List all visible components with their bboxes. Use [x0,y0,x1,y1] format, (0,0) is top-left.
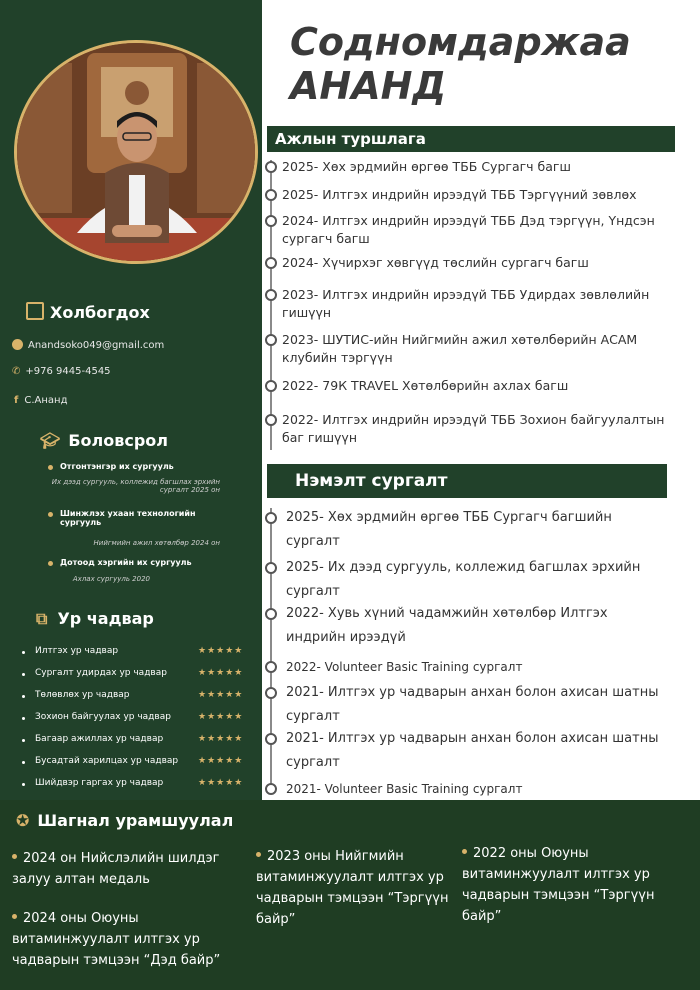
experience-item [270,254,685,272]
bullet-icon [22,761,25,764]
training-text: 2025- Хөх эрдмийн өргөө ТББ Сургагч багшийн сургалт [286,510,612,549]
timeline-dot-icon [265,380,277,392]
dumbbell-icon: ⧉ [36,609,48,628]
experience-item [270,411,685,447]
bullet-icon [462,849,467,854]
facebook-row [14,395,67,406]
training-header [267,464,667,498]
experience-text: 2023- ШУТИС-ийн Нийгмийн ажил хөтөлбөрийн АСАМ клубийн тэргүүн [282,332,638,365]
training-text: 2022- Хувь хүний чадамжийн хөтөлбөр Илтгэх индрийн ирээдүй [286,606,608,645]
award-text: 2024 он Нийслэлийн шилдэг залуу алтан медаль [12,851,220,887]
skill-rating: ★★★★★ [198,756,244,766]
training-item [270,727,685,775]
skill-label: Багаар ажиллах ур чадвар [35,734,164,744]
telegram-icon [12,339,23,350]
training-item [270,655,685,679]
timeline-dot-icon [265,414,277,426]
name-first: Содномдаржаа [290,20,631,64]
award-item [12,848,247,890]
skill-label: Зохион байгуулах ур чадвар [35,712,171,722]
training-text: 2025- Их дээд сургууль, коллежид багшлах эрхийн сургалт [286,560,641,599]
education-school: Шинжлэх ухаан технологийн сургууль [60,509,196,527]
education-title: Боловсрол [68,431,168,450]
bullet-icon [22,673,25,676]
skill-row [22,756,257,772]
skill-label: Шийдвэр гаргах ур чадвар [35,778,164,788]
portrait-illustration [17,43,255,261]
awards-heading [16,811,233,830]
bullet-icon [48,561,53,566]
experience-item [270,212,685,248]
training-text: 2021- Илтгэх ур чадварын анхан болон ахисан шатны сургалт [286,731,659,770]
phone-row [12,366,111,377]
bullet-icon [22,783,25,786]
timeline-dot-icon [265,562,277,574]
training-item [270,681,685,729]
phone-icon: ✆ [12,366,21,377]
awards-title: Шагнал урамшуулал [37,811,234,830]
experience-text: 2024- Хүчирхэг хөвгүүд төслийн сургагч багш [282,255,589,270]
education-detail: Их дээд сургууль, коллежид багшлах эрхийн сургалт 2025 он [51,478,220,494]
skill-rating: ★★★★★ [198,668,244,678]
experience-text: 2025- Хөх эрдмийн өргөө ТББ Сургагч багш [282,159,571,174]
timeline-dot-icon [265,161,277,173]
education-detail: Нийгмийн ажил хөтөлбөр 2024 он [93,539,220,547]
experience-text: 2022- Илтгэх индрийн ирээдүй ТББ Зохион байгуулалтын баг гишүүн [282,412,665,445]
skill-label: Сургалт удирдах ур чадвар [35,668,167,678]
bullet-icon [22,717,25,720]
skills-title: Ур чадвар [57,609,154,628]
training-item [270,777,685,801]
training-title: Нэмэлт сургалт [295,471,448,491]
experience-text: 2024- Илтгэх индрийн ирээдүй ТББ Дэд тэргүүн, Үндсэн сургагч багш [282,213,655,246]
contact-heading [26,302,150,322]
bullet-icon [22,695,25,698]
skill-rating: ★★★★★ [198,646,244,656]
skill-row [22,778,257,794]
skill-row [22,690,257,706]
right-panel [262,0,700,800]
skill-rating: ★★★★★ [198,734,244,744]
medal-icon: ✪ [16,811,30,830]
bullet-icon [256,852,261,857]
bullet-icon [12,854,17,859]
timeline-dot-icon [265,215,277,227]
experience-title: Ажлын туршлага [275,130,426,148]
award-item [462,843,687,927]
timeline-dot-icon [265,608,277,620]
skills-heading [36,609,154,629]
profile-photo [14,40,258,264]
name-last: АНАНД [290,64,447,108]
graduation-cap-icon: 🎓︎ [40,431,61,450]
experience-item [270,186,685,204]
skill-row [22,646,257,662]
experience-text: 2025- Илтгэх индрийн ирээдүй ТББ Тэргүүний зөвлөх [282,187,637,202]
training-text: 2022- Volunteer Basic Training сургалт [286,660,523,674]
timeline-dot-icon [265,733,277,745]
facebook-icon: f [14,395,19,406]
timeline-dot-icon [265,687,277,699]
timeline-dot-icon [265,257,277,269]
skill-row [22,668,257,684]
award-text: 2022 оны Оюуны витаминжуулалт илтгэх ур чадварын тэмцээн “Тэргүүн байр” [462,846,655,924]
training-text: 2021- Илтгэх ур чадварын анхан болон ахисан шатны сургалт [286,685,659,724]
skill-label: Бусадтай харилцах ур чадвар [35,756,179,766]
experience-text: 2023- Илтгэх индрийн ирээдүй ТББ Удирдах зөвлөлийн гишүүн [282,287,650,320]
skill-rating: ★★★★★ [198,712,244,722]
training-text: 2021- Volunteer Basic Training сургалт [286,782,523,796]
experience-item [270,158,685,176]
timeline-dot-icon [265,512,277,524]
person-name [290,20,631,108]
bullet-icon [48,512,53,517]
skill-rating: ★★★★★ [198,778,244,788]
experience-text: 2022- 79К TRAVEL Хөтөлбөрийн ахлах багш [282,378,569,393]
education-heading [40,431,168,450]
experience-header [267,126,675,152]
experience-item [270,377,685,395]
contact-icon [26,302,44,320]
award-item [12,908,247,971]
skill-rating: ★★★★★ [198,690,244,700]
bullet-icon [48,465,53,470]
email-row [12,339,164,351]
timeline-dot-icon [265,334,277,346]
award-text: 2024 оны Оюуны витаминжуулалт илтгэх ур чадварын тэмцээн “Дэд байр” [12,911,221,968]
training-item [270,602,685,650]
skill-label: Илтгэх ур чадвар [35,646,119,656]
skill-label: Төлөвлөх ур чадвар [35,690,130,700]
skill-row [22,734,257,750]
award-text: 2023 оны Нийгмийн витаминжуулалт илтгэх ур чадварын тэмцээн “Тэргүүн байр” [256,849,449,927]
award-item [256,846,456,930]
bullet-icon [12,914,17,919]
bullet-icon [22,739,25,742]
timeline-dot-icon [265,189,277,201]
timeline-dot-icon [265,289,277,301]
skill-row [22,712,257,728]
bullet-icon [22,651,25,654]
education-school: Дотоод хэргийн их сургууль [60,558,192,567]
contact-title: Холбогдох [50,303,150,322]
timeline-dot-icon [265,783,277,795]
phone-text[interactable]: +976 9445-4545 [25,366,111,377]
facebook-text[interactable]: С.Ананд [24,395,68,406]
email-text[interactable]: Anandsoko049@gmail.com [28,340,165,351]
training-item [270,506,685,554]
education-detail: Ахлах сургууль 2020 [72,575,150,583]
timeline-dot-icon [265,661,277,673]
experience-item [270,331,685,367]
training-item [270,556,685,604]
education-school: Отгонтэнгэр их сургууль [60,462,174,471]
experience-item [270,286,685,322]
